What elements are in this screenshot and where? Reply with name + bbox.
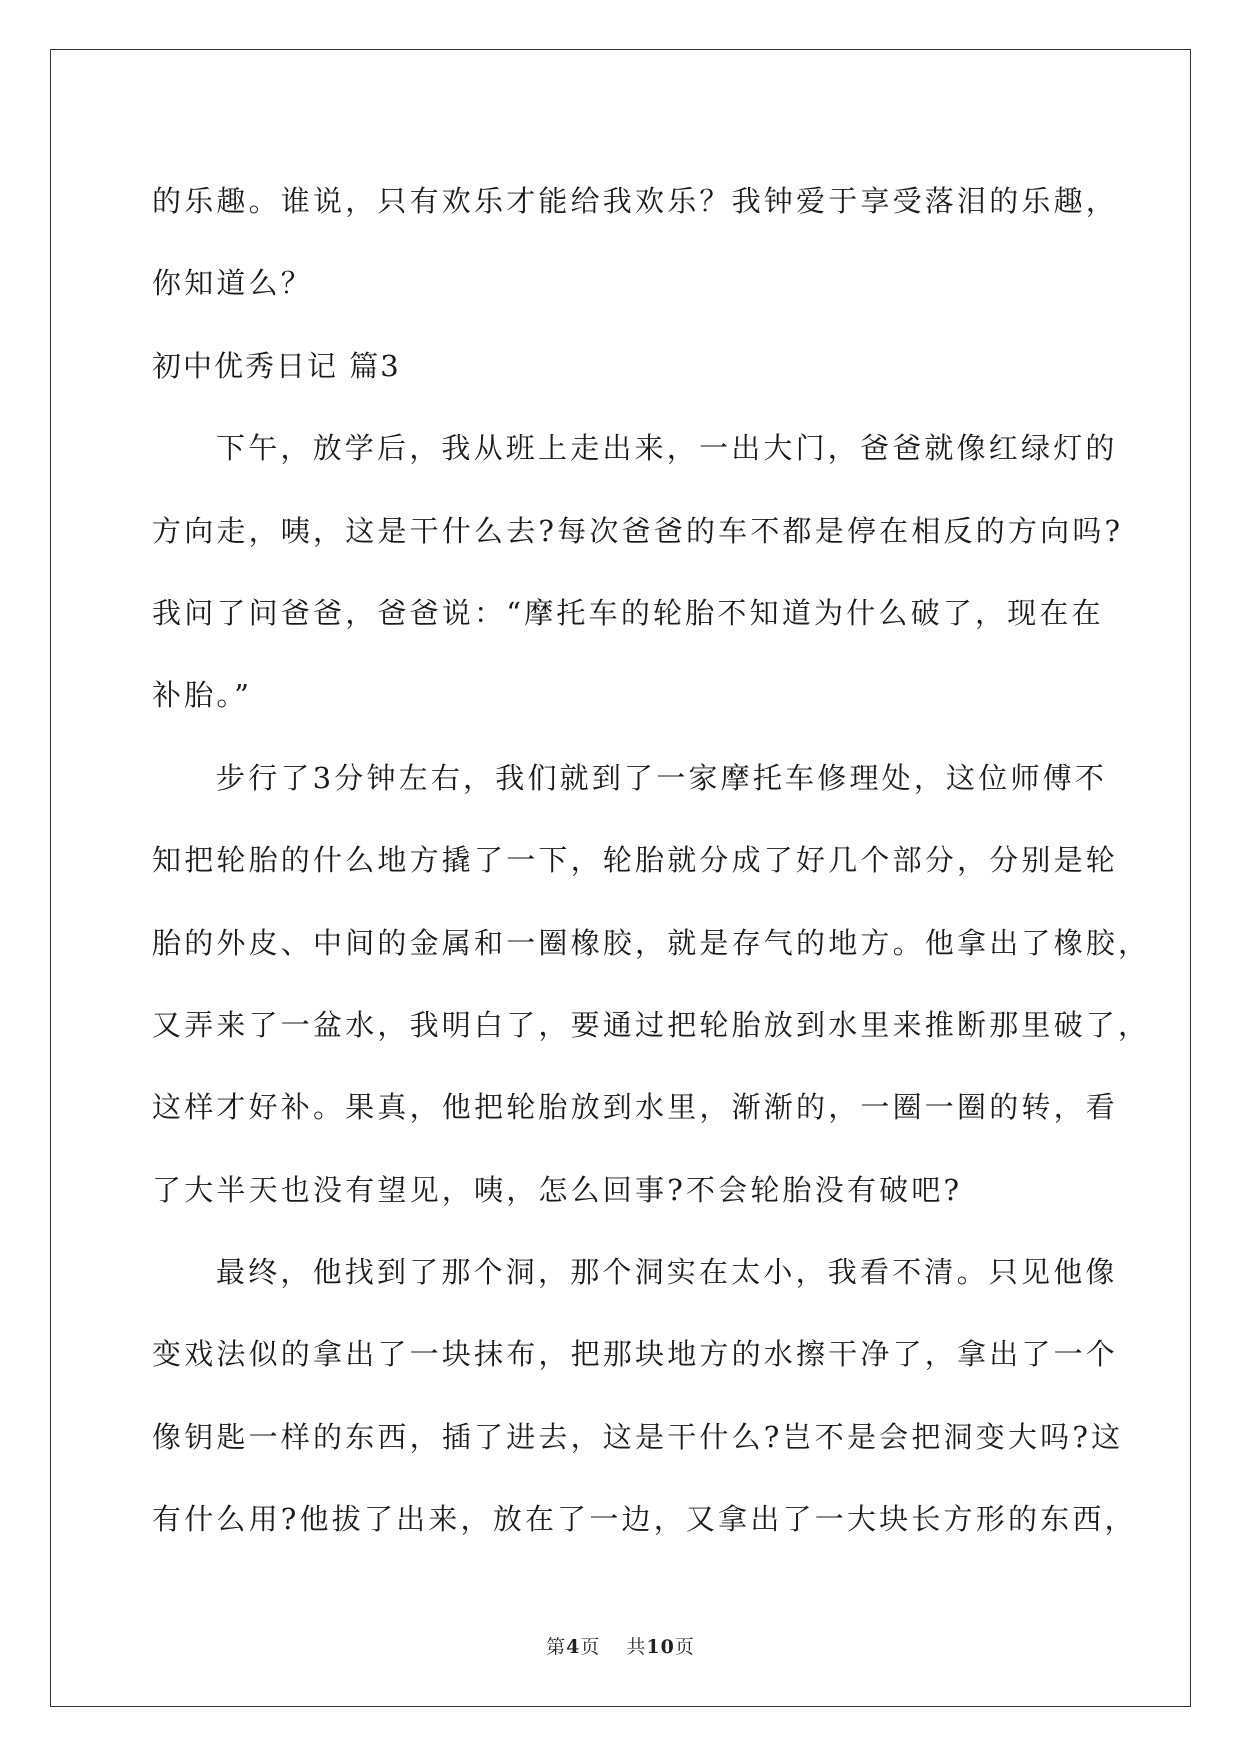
- text-line-1: 的乐趣。谁说，只有欢乐才能给我欢乐？我钟爱于享受落泪的乐趣，: [152, 184, 1119, 218]
- text-line-11: 又弄来了一盆水，我明白了，要通过把轮胎放到水里来推断那里破了，: [152, 1007, 1151, 1042]
- text-line-4: 下午，放学后，我从班上走出来，一出大门，爸爸就像红绿灯的: [216, 431, 1118, 466]
- text-line-5: 方向走，咦，这是干什么去?每次爸爸的车不都是停在相反的方向吗?: [152, 513, 1124, 548]
- page-footer: [0, 1632, 1241, 1659]
- page-suffix: 页: [580, 1636, 601, 1658]
- total-suffix: 页: [674, 1636, 695, 1658]
- text-line-8: 步行了3分钟左右，我们就到了一家摩托车修理处，这位师傅不: [216, 760, 1108, 795]
- text-line-10: 胎的外皮、中间的金属和一圈橡胶，就是存气的地方。他拿出了橡胶，: [152, 925, 1151, 960]
- text-line-9: 知把轮胎的什么地方撬了一下，轮胎就分成了好几个部分，分别是轮: [152, 843, 1119, 878]
- current-page-number: 4: [566, 1636, 581, 1658]
- text-line-13: 了大半天也没有望见，咦，怎么回事?不会轮胎没有破吧?: [152, 1172, 963, 1207]
- section-heading: 初中优秀日记 篇3: [152, 348, 401, 383]
- total-prefix: 共: [626, 1636, 647, 1658]
- page-prefix: 第: [546, 1636, 567, 1658]
- text-line-17: 有什么用?他拔了出来，放在了一边，又拿出了一大块长方形的东西，: [152, 1502, 1137, 1537]
- text-line-12: 这样才好补。果真，他把轮胎放到水里，渐渐的，一圈一圈的转，看: [152, 1090, 1119, 1125]
- text-line-6: 我问了问爸爸，爸爸说：“摩托车的轮胎不知道为什么破了，现在在: [152, 595, 1104, 630]
- text-line-14: 最终，他找到了那个洞，那个洞实在太小，我看不清。只见他像: [216, 1255, 1118, 1290]
- text-line-15: 变戏法似的拿出了一块抹布，把那块地方的水擦干净了，拿出了一个: [152, 1337, 1119, 1372]
- text-line-16: 像钥匙一样的东西，插了进去，这是干什么?岂不是会把洞变大吗?这: [152, 1419, 1124, 1454]
- text-line-7: 补胎。”: [152, 678, 253, 713]
- total-page-count: 10: [646, 1636, 675, 1658]
- text-line-2: 你知道么？: [152, 266, 314, 301]
- document-body: [152, 160, 1151, 1561]
